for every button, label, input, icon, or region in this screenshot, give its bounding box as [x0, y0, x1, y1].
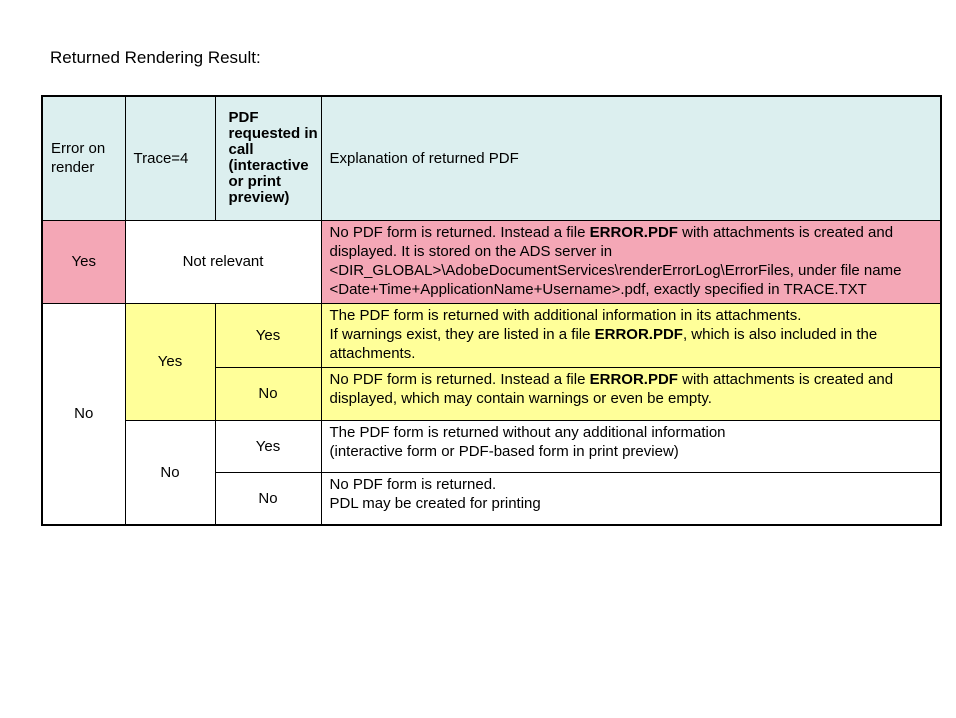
explanation-trace-no-pdf-no	[321, 472, 941, 525]
explanation-text: , which is also included in the attachments.	[329, 325, 878, 362]
error-pdf-filename: ERROR.PDF	[589, 370, 678, 388]
cell-error-no: No	[42, 303, 125, 525]
rendering-result-table	[41, 95, 942, 526]
table-row-trace-yes-pdf-yes	[42, 303, 941, 367]
explanation-line: PDL may be created for printing	[329, 494, 541, 512]
header-pdf-requested: PDF requested in call (interactive or print preview)	[215, 96, 321, 220]
explanation-text: No PDF form is returned. Instead a file	[329, 223, 590, 241]
table-row-trace-no-pdf-yes	[42, 420, 941, 472]
explanation-text: No PDF form is returned. Instead a file	[329, 370, 590, 388]
explanation-line: No PDF form is returned.	[329, 475, 497, 493]
explanation-trace-yes-pdf-yes	[321, 303, 941, 367]
header-error-on-render: Error on render	[42, 96, 125, 220]
header-trace: Trace=4	[125, 96, 215, 220]
cell-pdf-yes: Yes	[215, 420, 321, 472]
header-explanation: Explanation of returned PDF	[321, 96, 941, 220]
explanation-trace-yes-pdf-no	[321, 367, 941, 420]
cell-pdf-no: No	[215, 367, 321, 420]
error-pdf-filename: ERROR.PDF	[594, 325, 683, 343]
cell-not-relevant: Not relevant	[125, 220, 321, 303]
explanation-line: (interactive form or PDF-based form in print preview)	[329, 442, 679, 460]
cell-error-yes: Yes	[42, 220, 125, 303]
table-row-error-yes	[42, 220, 941, 303]
error-pdf-filename: ERROR.PDF	[589, 223, 678, 241]
explanation-text: with attachments is created and displayed. It is stored on the ADS server in <DIR_GLOBAL>\AdobeDocumentServices\renderErrorLog\ErrorFiles, under file name <Date+Time+ApplicationName+Username>.pdf, exactly specified in TRACE.TXT	[329, 223, 902, 298]
explanation-text: If warnings exist, they are listed in a file	[329, 325, 595, 343]
cell-pdf-yes: Yes	[215, 303, 321, 367]
explanation-error-yes	[321, 220, 941, 303]
cell-pdf-no: No	[215, 472, 321, 525]
page-title: Returned Rendering Result:	[50, 48, 261, 67]
explanation-trace-no-pdf-yes	[321, 420, 941, 472]
header-row	[42, 96, 941, 220]
cell-trace-yes: Yes	[125, 303, 215, 420]
cell-trace-no: No	[125, 420, 215, 525]
explanation-text: with attachments is created and displayed, which may contain warnings or even be empty.	[329, 370, 894, 407]
explanation-line: The PDF form is returned without any additional information	[329, 423, 726, 441]
explanation-line: The PDF form is returned with additional information in its attachments.	[329, 306, 802, 324]
